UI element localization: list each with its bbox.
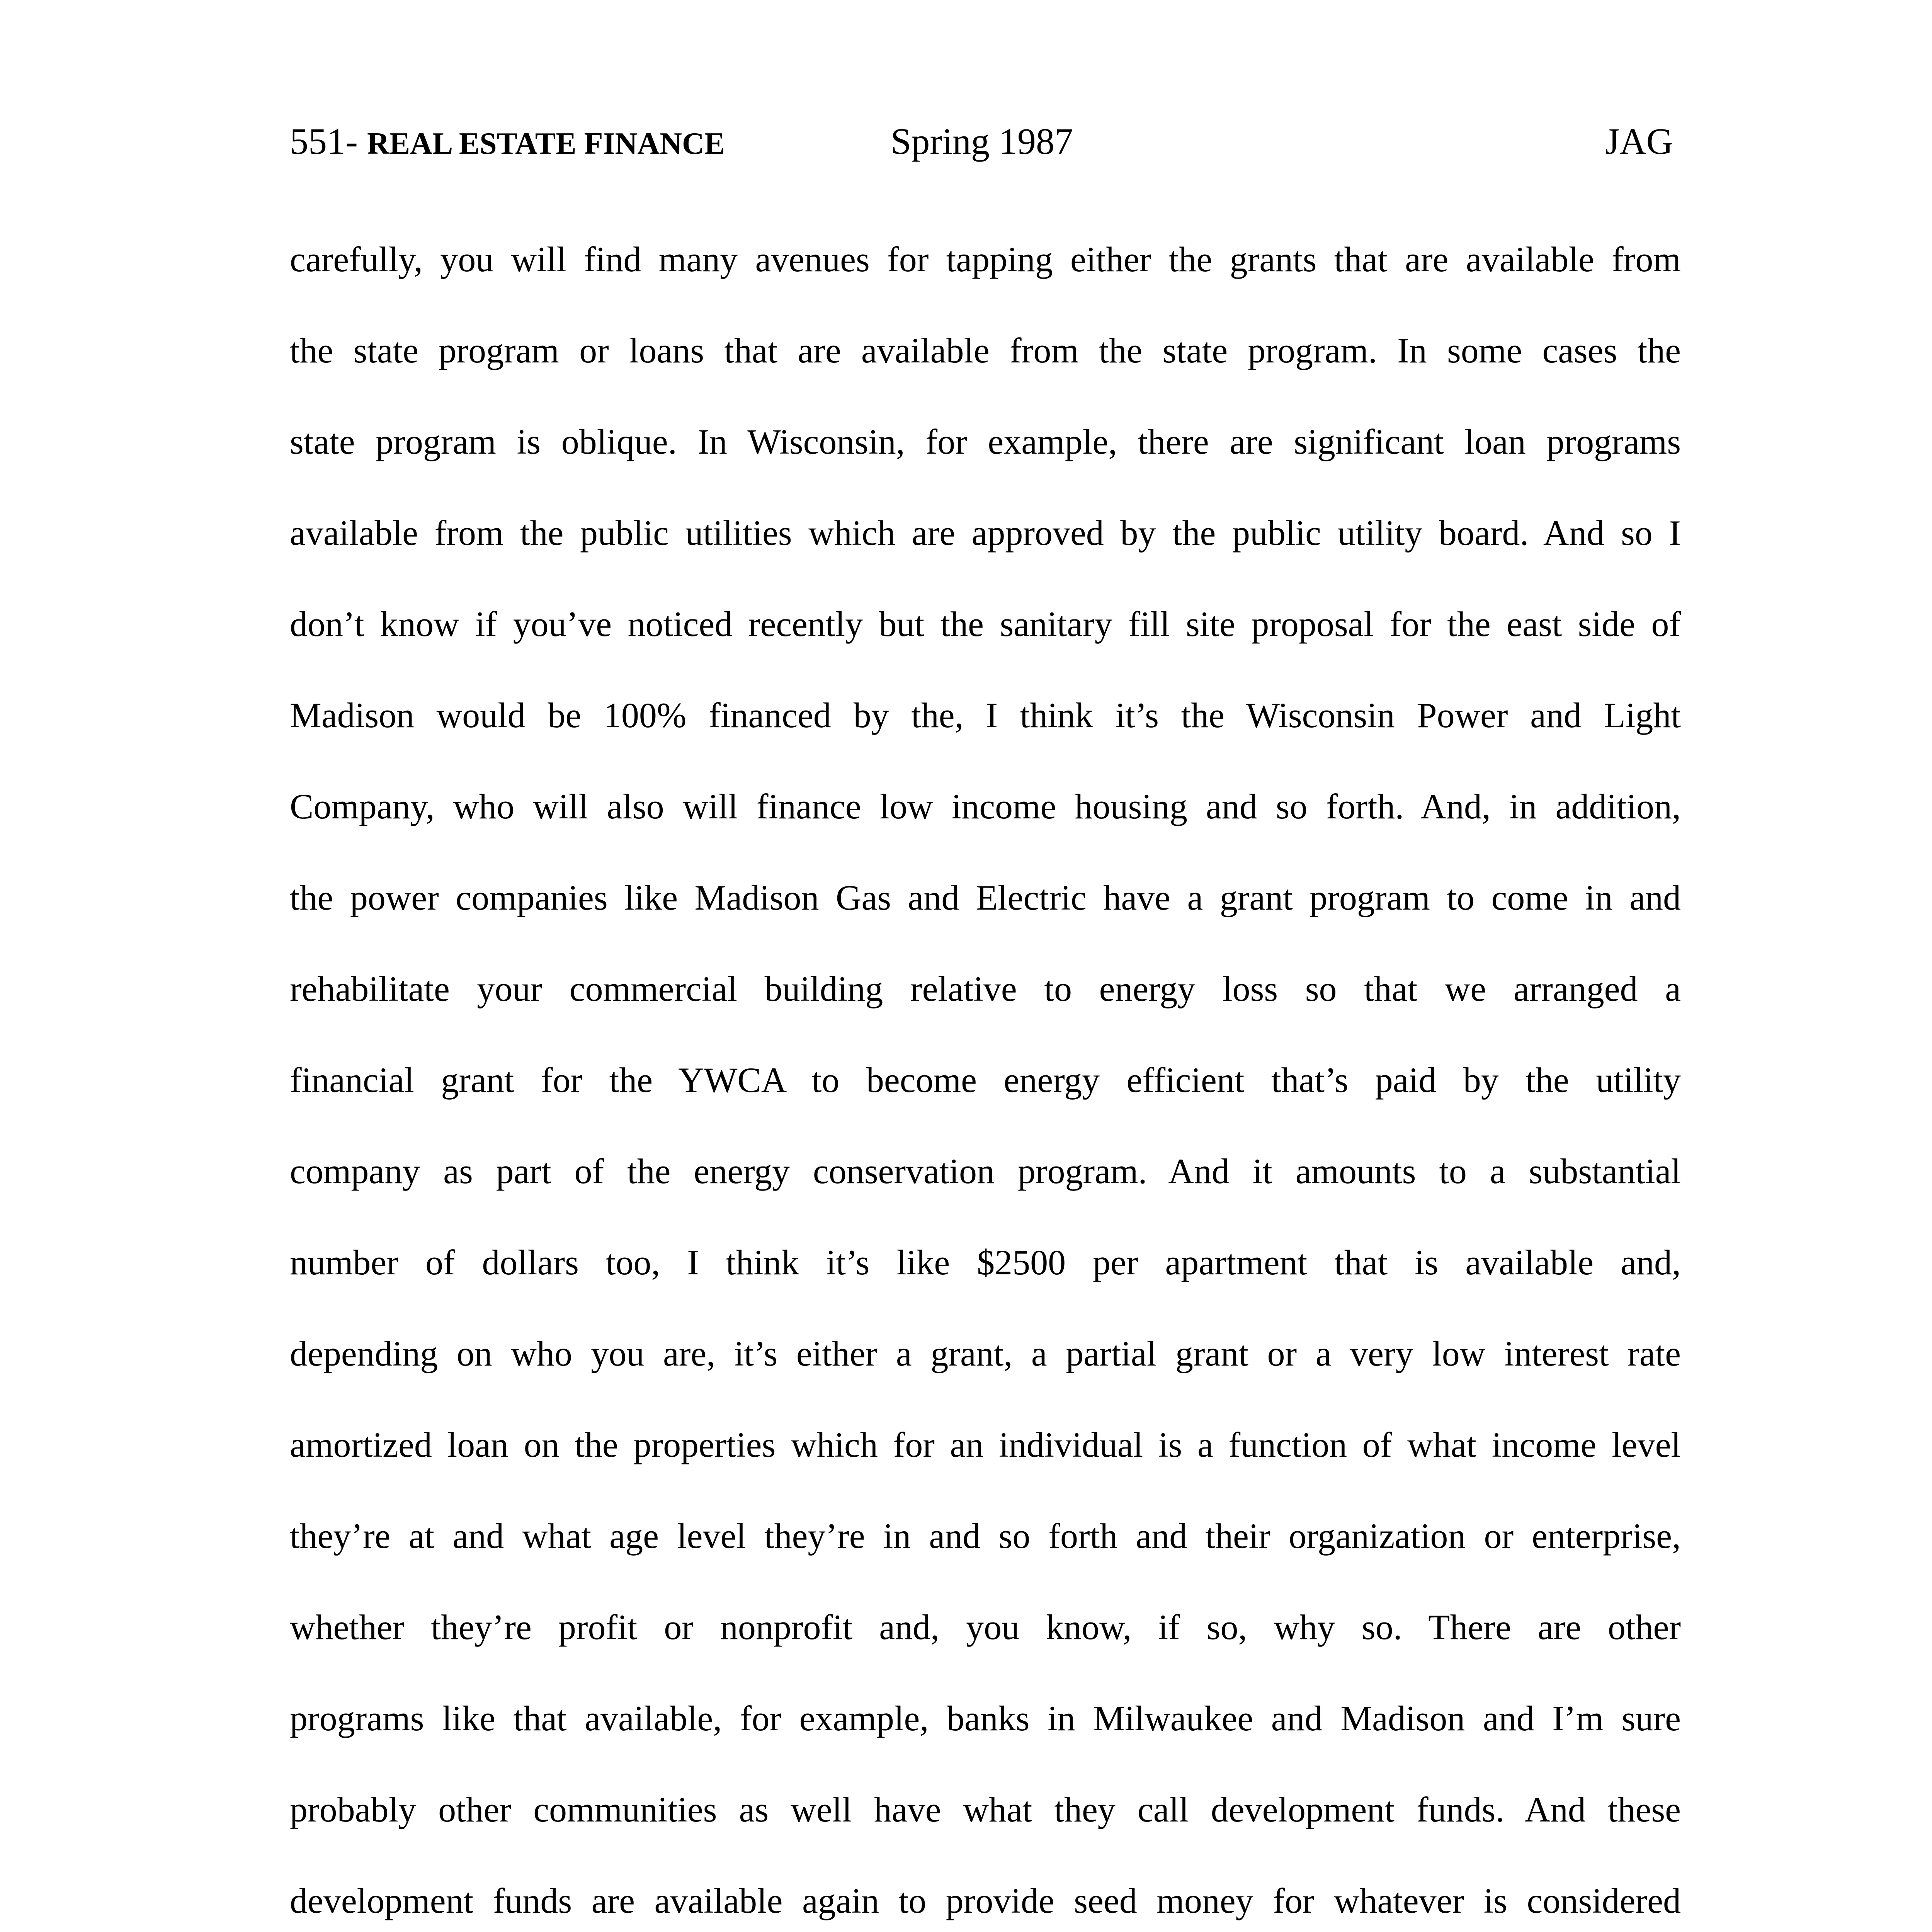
text-line: Madison would be 100% financed by the, I think it’s the Wisconsin Power and Light	[290, 696, 1681, 735]
page-header	[290, 112, 1681, 170]
text-line: don’t know if you’ve noticed recently but the sanitary fill site proposal for the east side of	[290, 604, 1681, 644]
text-line: Company, who will also will finance low income housing and so forth. And, in addition,	[290, 787, 1681, 826]
course-title: REAL ESTATE FINANCE	[367, 127, 725, 161]
text-line: carefully, you will find many avenues for tapping either the grants that are available from	[290, 240, 1681, 279]
course-number: 551-	[290, 121, 358, 162]
transcript-body	[290, 230, 1681, 1932]
text-line: financial grant for the YWCA to become energy efficient that’s paid by the utility	[290, 1060, 1681, 1100]
text-line: depending on who you are, it’s either a grant, a partial grant or a very low interest rate	[290, 1334, 1681, 1373]
course-label	[290, 120, 725, 163]
text-line: available from the public utilities which are approved by the public utility board. And so I	[290, 513, 1681, 553]
text-line: rehabilitate your commercial building relative to energy loss so that we arranged a	[290, 969, 1681, 1009]
text-line: state program is oblique. In Wisconsin, for example, there are significant loan programs	[290, 422, 1681, 461]
text-line: programs like that available, for example, banks in Milwaukee and Madison and I’m sure	[290, 1699, 1681, 1738]
text-line: number of dollars too, I think it’s like $2500 per apartment that is available and,	[290, 1243, 1681, 1282]
text-line: probably other communities as well have what they call development funds. And these	[290, 1790, 1681, 1829]
text-line: the power companies like Madison Gas and Electric have a grant program to come in and	[290, 878, 1681, 917]
text-line: development funds are available again to provide seed money for whatever is considered	[290, 1881, 1681, 1920]
text-line: whether they’re profit or nonprofit and, you know, if so, why so. There are other	[290, 1607, 1681, 1647]
term-label: Spring 1987	[891, 121, 1073, 162]
author-initials: JAG	[1605, 121, 1673, 162]
text-line: company as part of the energy conservation program. And it amounts to a substantial	[290, 1151, 1681, 1191]
text-line: the state program or loans that are available from the state program. In some cases the	[290, 331, 1681, 370]
text-line: amortized loan on the properties which for an individual is a function of what income level	[290, 1425, 1681, 1464]
text-line: they’re at and what age level they’re in and so forth and their organization or enterprise,	[290, 1516, 1681, 1556]
